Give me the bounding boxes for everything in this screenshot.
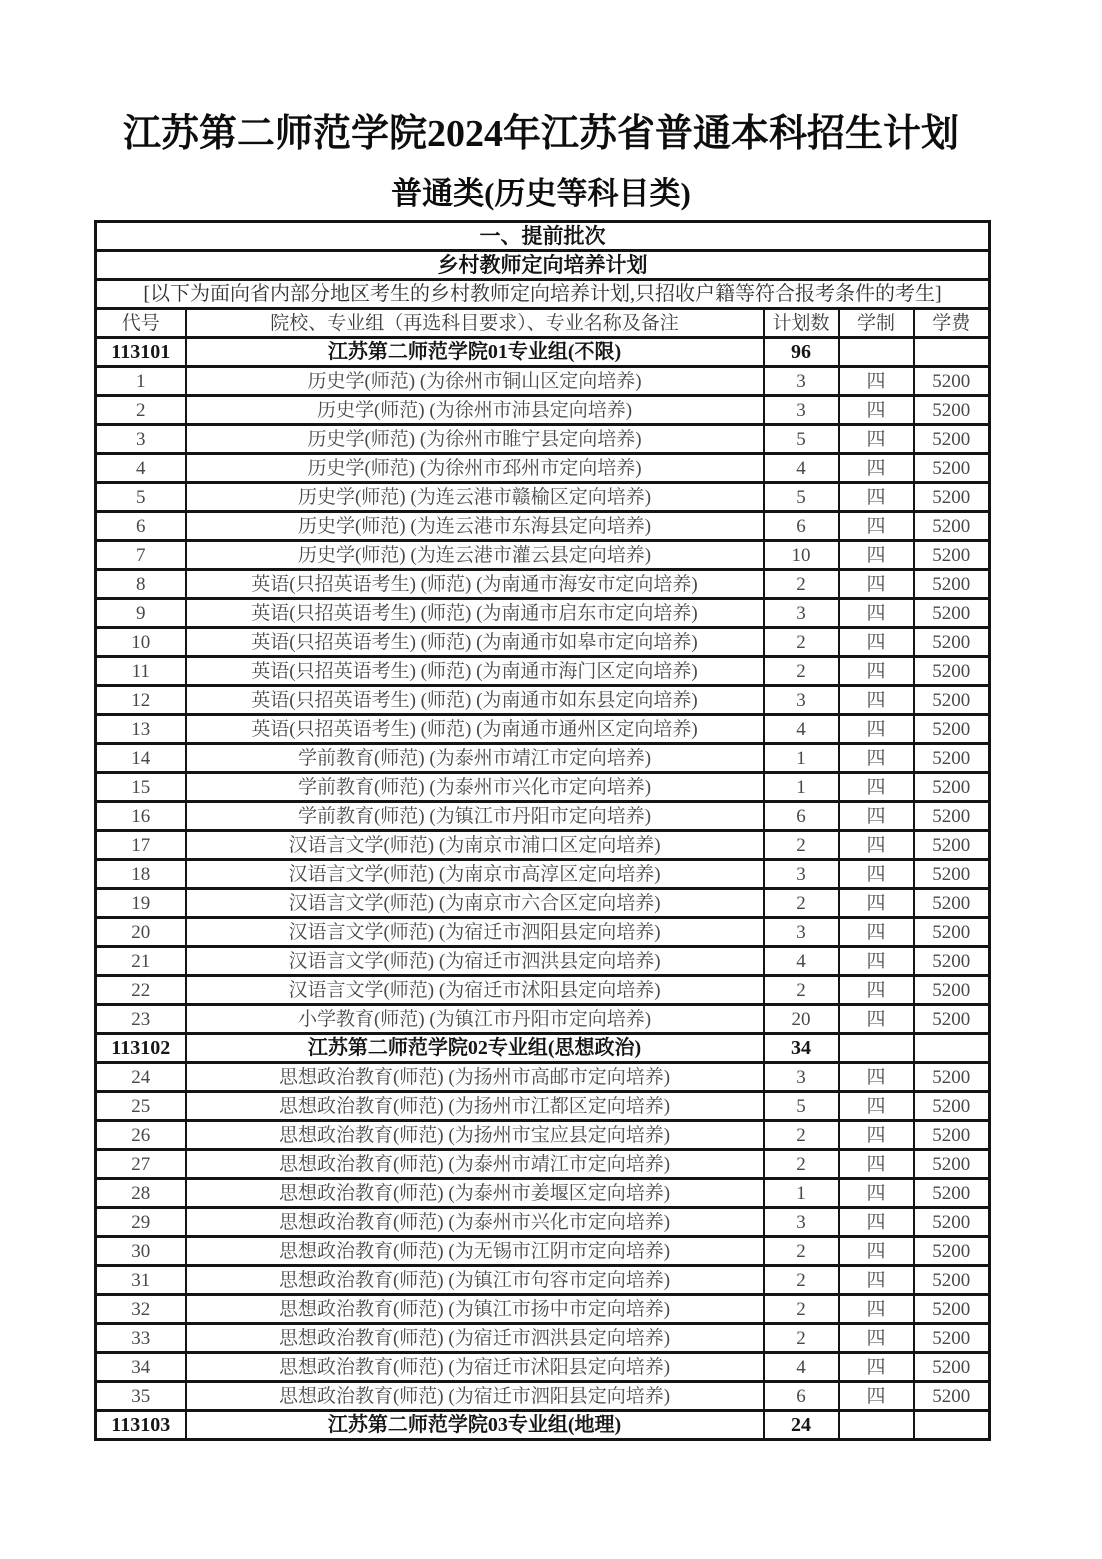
cell-duration: 四: [839, 1208, 914, 1237]
cell-code: 28: [96, 1179, 186, 1208]
cell-plan: 3: [764, 918, 839, 947]
cell-name: 思想政治教育(师范) (为镇江市扬中市定向培养): [186, 1295, 764, 1324]
cell-fee: 5200: [914, 1121, 990, 1150]
column-header-row: [96, 309, 990, 338]
cell-plan: 5: [764, 483, 839, 512]
cell-name: 汉语言文学(师范) (为南京市六合区定向培养): [186, 889, 764, 918]
cell-code: 22: [96, 976, 186, 1005]
table-row: [96, 483, 990, 512]
cell-plan: 20: [764, 1005, 839, 1034]
table-row: [96, 1382, 990, 1411]
cell-fee: 5200: [914, 1179, 990, 1208]
cell-name: 英语(只招英语考生) (师范) (为南通市海安市定向培养): [186, 570, 764, 599]
cell-plan: 3: [764, 1208, 839, 1237]
cell-code: 24: [96, 1063, 186, 1092]
cell-duration: 四: [839, 918, 914, 947]
cell-code: 15: [96, 773, 186, 802]
cell-plan: 2: [764, 1324, 839, 1353]
cell-code: 23: [96, 1005, 186, 1034]
cell-fee: 5200: [914, 1092, 990, 1121]
table-row: [96, 454, 990, 483]
table-row: [96, 657, 990, 686]
cell-duration: 四: [839, 1179, 914, 1208]
cell-name: 历史学(师范) (为连云港市东海县定向培养): [186, 512, 764, 541]
page-title: 江苏第二师范学院2024年江苏省普通本科招生计划: [122, 113, 959, 155]
table-row: [96, 396, 990, 425]
cell-fee: 5200: [914, 1063, 990, 1092]
cell-duration: 四: [839, 976, 914, 1005]
cell-duration: 四: [839, 1382, 914, 1411]
cell-fee: 5200: [914, 1295, 990, 1324]
cell-duration: 四: [839, 512, 914, 541]
table-row: [96, 1353, 990, 1382]
cell-plan: 1: [764, 773, 839, 802]
cell-code: 31: [96, 1266, 186, 1295]
table-row: [96, 976, 990, 1005]
cell-fee: 5200: [914, 396, 990, 425]
cell-code: 34: [96, 1353, 186, 1382]
cell-plan: 6: [764, 512, 839, 541]
cell-fee: 5200: [914, 947, 990, 976]
cell-code: 30: [96, 1237, 186, 1266]
cell-code: 113101: [96, 338, 186, 367]
cell-plan: 6: [764, 802, 839, 831]
cell-name: 汉语言文学(师范) (为宿迁市泗阳县定向培养): [186, 918, 764, 947]
cell-plan: 2: [764, 976, 839, 1005]
cell-duration: 四: [839, 802, 914, 831]
cell-plan: 2: [764, 1266, 839, 1295]
cell-code: 9: [96, 599, 186, 628]
cell-name: 学前教育(师范) (为镇江市丹阳市定向培养): [186, 802, 764, 831]
cell-fee: 5200: [914, 425, 990, 454]
cell-code: 32: [96, 1295, 186, 1324]
cell-code: 35: [96, 1382, 186, 1411]
cell-duration: 四: [839, 628, 914, 657]
cell-duration: 四: [839, 1005, 914, 1034]
cell-name: 思想政治教育(师范) (为泰州市兴化市定向培养): [186, 1208, 764, 1237]
cell-name: 江苏第二师范学院01专业组(不限): [186, 338, 764, 367]
cell-plan: 2: [764, 831, 839, 860]
cell-name: 汉语言文学(师范) (为宿迁市沭阳县定向培养): [186, 976, 764, 1005]
section-header-row: [96, 222, 990, 251]
cell-duration: 四: [839, 1295, 914, 1324]
cell-fee: 5200: [914, 686, 990, 715]
cell-plan: 10: [764, 541, 839, 570]
cell-code: 8: [96, 570, 186, 599]
cell-fee: [914, 1034, 990, 1063]
cell-duration: 四: [839, 541, 914, 570]
program-header: 乡村教师定向培养计划: [96, 251, 990, 280]
cell-duration: 四: [839, 1121, 914, 1150]
cell-duration: 四: [839, 773, 914, 802]
cell-name: 思想政治教育(师范) (为无锡市江阴市定向培养): [186, 1237, 764, 1266]
cell-code: 113103: [96, 1411, 186, 1440]
cell-duration: 四: [839, 396, 914, 425]
table-row: [96, 773, 990, 802]
cell-fee: 5200: [914, 831, 990, 860]
table-row: [96, 1121, 990, 1150]
cell-code: 21: [96, 947, 186, 976]
cell-fee: 5200: [914, 773, 990, 802]
cell-plan: 2: [764, 570, 839, 599]
cell-code: 113102: [96, 1034, 186, 1063]
table-row: [96, 860, 990, 889]
cell-plan: 2: [764, 889, 839, 918]
table-row: [96, 512, 990, 541]
cell-plan: 2: [764, 1121, 839, 1150]
cell-name: 英语(只招英语考生) (师范) (为南通市如东县定向培养): [186, 686, 764, 715]
cell-fee: [914, 338, 990, 367]
cell-duration: 四: [839, 715, 914, 744]
cell-duration: 四: [839, 454, 914, 483]
cell-fee: 5200: [914, 541, 990, 570]
cell-name: 英语(只招英语考生) (师范) (为南通市通州区定向培养): [186, 715, 764, 744]
cell-name: 学前教育(师范) (为泰州市靖江市定向培养): [186, 744, 764, 773]
cell-duration: 四: [839, 860, 914, 889]
cell-fee: 5200: [914, 1208, 990, 1237]
cell-duration: 四: [839, 1324, 914, 1353]
table-row: [96, 541, 990, 570]
cell-plan: 3: [764, 396, 839, 425]
cell-duration: 四: [839, 367, 914, 396]
cell-duration: 四: [839, 1063, 914, 1092]
col-header-fee: 学费: [914, 309, 990, 338]
cell-name: 思想政治教育(师范) (为宿迁市泗阳县定向培养): [186, 1382, 764, 1411]
table-row: [96, 1179, 990, 1208]
cell-name: 英语(只招英语考生) (师范) (为南通市启东市定向培养): [186, 599, 764, 628]
cell-code: 2: [96, 396, 186, 425]
cell-code: 17: [96, 831, 186, 860]
cell-code: 11: [96, 657, 186, 686]
table-row: [96, 367, 990, 396]
group-row: [96, 1411, 990, 1440]
cell-plan: 4: [764, 947, 839, 976]
cell-duration: 四: [839, 599, 914, 628]
cell-code: 16: [96, 802, 186, 831]
table-row: [96, 1092, 990, 1121]
cell-fee: 5200: [914, 976, 990, 1005]
cell-plan: 2: [764, 1150, 839, 1179]
cell-duration: 四: [839, 947, 914, 976]
cell-fee: 5200: [914, 570, 990, 599]
cell-plan: 96: [764, 338, 839, 367]
cell-duration: 四: [839, 1353, 914, 1382]
cell-name: 思想政治教育(师范) (为宿迁市沭阳县定向培养): [186, 1353, 764, 1382]
table-row: [96, 918, 990, 947]
cell-duration: 四: [839, 744, 914, 773]
table-row: [96, 1324, 990, 1353]
table-row: [96, 1208, 990, 1237]
cell-plan: 2: [764, 1295, 839, 1324]
table-row: [96, 628, 990, 657]
cell-fee: 5200: [914, 512, 990, 541]
table-row: [96, 425, 990, 454]
cell-name: 历史学(师范) (为连云港市灌云县定向培养): [186, 541, 764, 570]
cell-fee: 5200: [914, 483, 990, 512]
cell-duration: [839, 1034, 914, 1063]
cell-plan: 4: [764, 454, 839, 483]
cell-code: 12: [96, 686, 186, 715]
cell-fee: 5200: [914, 1266, 990, 1295]
cell-code: 27: [96, 1150, 186, 1179]
cell-duration: 四: [839, 889, 914, 918]
table-row: [96, 802, 990, 831]
cell-fee: 5200: [914, 1382, 990, 1411]
cell-fee: 5200: [914, 918, 990, 947]
cell-duration: 四: [839, 425, 914, 454]
admission-plan-table: [94, 220, 991, 1441]
cell-name: 历史学(师范) (为徐州市邳州市定向培养): [186, 454, 764, 483]
cell-plan: 34: [764, 1034, 839, 1063]
group-row: [96, 1034, 990, 1063]
cell-fee: 5200: [914, 628, 990, 657]
cell-name: 江苏第二师范学院03专业组(地理): [186, 1411, 764, 1440]
cell-duration: 四: [839, 657, 914, 686]
cell-duration: 四: [839, 1237, 914, 1266]
cell-code: 6: [96, 512, 186, 541]
cell-plan: 5: [764, 425, 839, 454]
cell-code: 20: [96, 918, 186, 947]
group-row: [96, 338, 990, 367]
cell-fee: 5200: [914, 1150, 990, 1179]
cell-code: 13: [96, 715, 186, 744]
cell-code: 19: [96, 889, 186, 918]
col-header-plan: 计划数: [764, 309, 839, 338]
table-row: [96, 1295, 990, 1324]
cell-code: 14: [96, 744, 186, 773]
cell-plan: 24: [764, 1411, 839, 1440]
cell-code: 3: [96, 425, 186, 454]
cell-fee: 5200: [914, 715, 990, 744]
cell-fee: 5200: [914, 889, 990, 918]
cell-duration: 四: [839, 1150, 914, 1179]
cell-name: 思想政治教育(师范) (为宿迁市泗洪县定向培养): [186, 1324, 764, 1353]
cell-fee: 5200: [914, 1353, 990, 1382]
cell-plan: 2: [764, 657, 839, 686]
cell-name: 思想政治教育(师范) (为泰州市姜堰区定向培养): [186, 1179, 764, 1208]
cell-plan: 6: [764, 1382, 839, 1411]
cell-code: 10: [96, 628, 186, 657]
cell-duration: 四: [839, 831, 914, 860]
cell-plan: 4: [764, 1353, 839, 1382]
cell-code: 1: [96, 367, 186, 396]
cell-plan: 3: [764, 367, 839, 396]
cell-plan: 5: [764, 1092, 839, 1121]
table-row: [96, 831, 990, 860]
table-row: [96, 686, 990, 715]
cell-fee: 5200: [914, 1005, 990, 1034]
cell-name: 思想政治教育(师范) (为扬州市江都区定向培养): [186, 1092, 764, 1121]
cell-code: 7: [96, 541, 186, 570]
cell-fee: 5200: [914, 1237, 990, 1266]
table-row: [96, 1237, 990, 1266]
table-row: [96, 599, 990, 628]
cell-plan: 3: [764, 599, 839, 628]
col-header-code: 代号: [96, 309, 186, 338]
cell-code: 18: [96, 860, 186, 889]
table-row: [96, 744, 990, 773]
cell-duration: 四: [839, 483, 914, 512]
table-row: [96, 889, 990, 918]
table-row: [96, 570, 990, 599]
cell-fee: 5200: [914, 454, 990, 483]
cell-name: 历史学(师范) (为徐州市铜山区定向培养): [186, 367, 764, 396]
cell-plan: 1: [764, 1179, 839, 1208]
cell-fee: 5200: [914, 802, 990, 831]
cell-name: 思想政治教育(师范) (为泰州市靖江市定向培养): [186, 1150, 764, 1179]
cell-plan: 3: [764, 686, 839, 715]
cell-duration: [839, 1411, 914, 1440]
table-row: [96, 947, 990, 976]
cell-fee: [914, 1411, 990, 1440]
cell-name: 历史学(师范) (为徐州市沛县定向培养): [186, 396, 764, 425]
cell-plan: 1: [764, 744, 839, 773]
program-header-row: [96, 251, 990, 280]
cell-name: 历史学(师范) (为徐州市睢宁县定向培养): [186, 425, 764, 454]
cell-fee: 5200: [914, 657, 990, 686]
cell-name: 小学教育(师范) (为镇江市丹阳市定向培养): [186, 1005, 764, 1034]
col-header-duration: 学制: [839, 309, 914, 338]
cell-code: 4: [96, 454, 186, 483]
cell-plan: 2: [764, 1237, 839, 1266]
cell-name: 汉语言文学(师范) (为南京市高淳区定向培养): [186, 860, 764, 889]
cell-name: 学前教育(师范) (为泰州市兴化市定向培养): [186, 773, 764, 802]
cell-code: 26: [96, 1121, 186, 1150]
cell-name: 江苏第二师范学院02专业组(思想政治): [186, 1034, 764, 1063]
cell-fee: 5200: [914, 744, 990, 773]
cell-name: 汉语言文学(师范) (为南京市浦口区定向培养): [186, 831, 764, 860]
section-header: 一、提前批次: [96, 222, 990, 251]
cell-code: 29: [96, 1208, 186, 1237]
page-subtitle: 普通类(历史等科目类): [391, 176, 691, 211]
cell-name: 思想政治教育(师范) (为扬州市宝应县定向培养): [186, 1121, 764, 1150]
cell-name: 英语(只招英语考生) (师范) (为南通市海门区定向培养): [186, 657, 764, 686]
table-row: [96, 1266, 990, 1295]
cell-fee: 5200: [914, 860, 990, 889]
cell-duration: 四: [839, 1266, 914, 1295]
cell-name: 历史学(师范) (为连云港市赣榆区定向培养): [186, 483, 764, 512]
cell-duration: 四: [839, 1092, 914, 1121]
cell-fee: 5200: [914, 599, 990, 628]
cell-name: 汉语言文学(师范) (为宿迁市泗洪县定向培养): [186, 947, 764, 976]
cell-plan: 4: [764, 715, 839, 744]
cell-name: 英语(只招英语考生) (师范) (为南通市如皋市定向培养): [186, 628, 764, 657]
table-note: [以下为面向省内部分地区考生的乡村教师定向培养计划,只招收户籍等符合报考条件的考生]: [96, 280, 990, 309]
cell-plan: 2: [764, 628, 839, 657]
cell-name: 思想政治教育(师范) (为扬州市高邮市定向培养): [186, 1063, 764, 1092]
table-row: [96, 1150, 990, 1179]
table-row: [96, 1005, 990, 1034]
cell-name: 思想政治教育(师范) (为镇江市句容市定向培养): [186, 1266, 764, 1295]
col-header-name: 院校、专业组（再选科目要求）、专业名称及备注: [186, 309, 764, 338]
table-row: [96, 715, 990, 744]
cell-fee: 5200: [914, 1324, 990, 1353]
cell-duration: 四: [839, 686, 914, 715]
cell-plan: 3: [764, 1063, 839, 1092]
cell-plan: 3: [764, 860, 839, 889]
table-row: [96, 1063, 990, 1092]
note-row: [96, 280, 990, 309]
cell-fee: 5200: [914, 367, 990, 396]
cell-code: 5: [96, 483, 186, 512]
cell-code: 25: [96, 1092, 186, 1121]
cell-duration: [839, 338, 914, 367]
cell-duration: 四: [839, 570, 914, 599]
cell-code: 33: [96, 1324, 186, 1353]
